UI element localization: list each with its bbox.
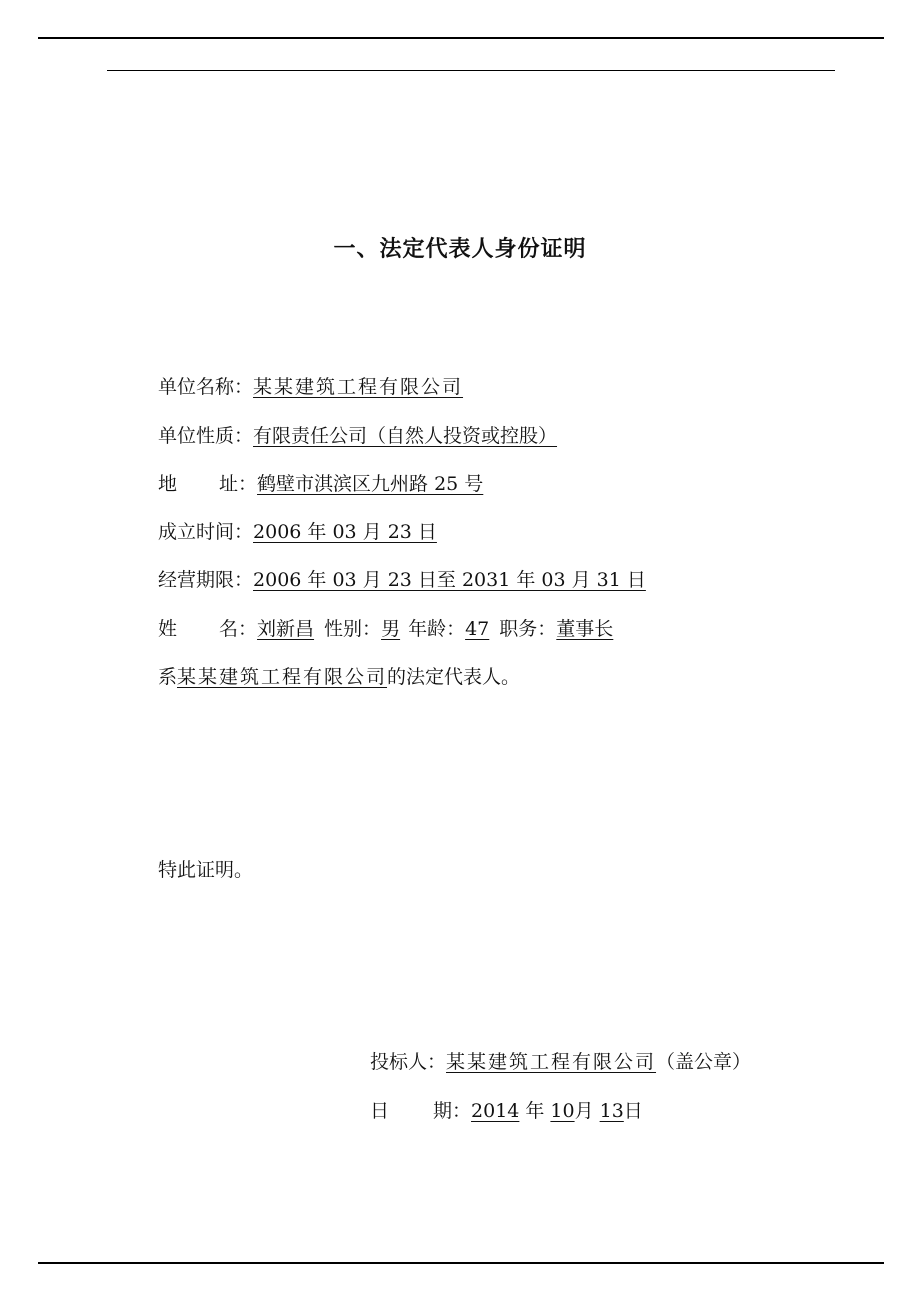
- founded-label: 成立时间：: [158, 521, 254, 543]
- top-rule-outer: [38, 37, 884, 39]
- top-rule-inner: [107, 70, 835, 71]
- name-value: 刘新昌: [257, 618, 315, 640]
- date-month: 10: [550, 1100, 575, 1122]
- date-year: 2014: [471, 1100, 520, 1122]
- term-label: 经营期限：: [158, 569, 254, 591]
- statement-company: 某某建筑工程有限公司: [177, 666, 388, 688]
- statement-prefix: 系: [158, 666, 178, 688]
- statement-suffix: 的法定代表人。: [387, 666, 521, 688]
- unit-type-value: 有限责任公司（自然人投资或控股）: [253, 425, 558, 447]
- unit-name-line: [158, 374, 463, 400]
- bidder-value: 某某建筑工程有限公司: [446, 1051, 657, 1073]
- unit-name-label: 单位名称：: [158, 376, 254, 398]
- document-title: 一、法定代表人身份证明: [333, 237, 587, 262]
- address-line: [158, 471, 483, 497]
- seal-note: （盖公章）: [656, 1051, 752, 1073]
- bottom-rule: [38, 1262, 884, 1264]
- certify-text: 特此证明。: [158, 859, 254, 881]
- date-label-b: 期：: [433, 1100, 472, 1122]
- address-label-a: 地: [158, 473, 178, 495]
- address-label-b: 址：: [219, 473, 258, 495]
- address-value: 鹤壁市淇滨区九州路 25 号: [257, 473, 484, 495]
- date-month-unit: 月: [574, 1100, 594, 1122]
- person-line: [158, 616, 613, 642]
- statement-line: [158, 664, 520, 690]
- date-year-unit: 年: [525, 1100, 545, 1122]
- unit-type-label: 单位性质：: [158, 425, 254, 447]
- name-label-b: 名：: [219, 618, 258, 640]
- founded-line: [158, 519, 437, 545]
- unit-name-value: 某某建筑工程有限公司: [253, 376, 464, 398]
- date-day: 13: [599, 1100, 624, 1122]
- founded-value: 2006 年 03 月 23 日: [253, 521, 437, 543]
- date-line: [370, 1098, 643, 1124]
- date-day-unit: 日: [623, 1100, 643, 1122]
- position-value: 董事长: [556, 618, 614, 640]
- date-label-a: 日: [370, 1100, 390, 1122]
- age-label: 年龄：: [408, 618, 466, 640]
- bidder-line: [370, 1049, 751, 1075]
- gender-value: 男: [381, 618, 401, 640]
- name-label-a: 姓: [158, 618, 178, 640]
- unit-type-line: [158, 423, 557, 449]
- term-value: 2006 年 03 月 23 日至 2031 年 03 月 31 日: [253, 569, 646, 591]
- age-value: 47: [465, 618, 490, 640]
- bidder-label: 投标人：: [370, 1051, 447, 1073]
- gender-label: 性别：: [324, 618, 382, 640]
- term-line: [158, 567, 646, 593]
- position-label: 职务：: [499, 618, 557, 640]
